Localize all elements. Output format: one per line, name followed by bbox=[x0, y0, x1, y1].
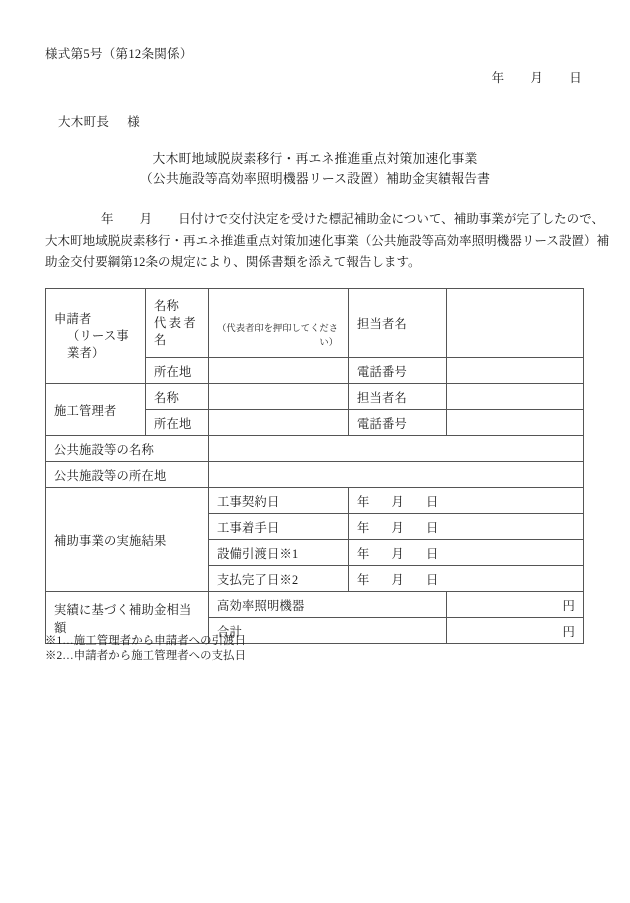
applicant-address-value-cell[interactable] bbox=[209, 358, 349, 384]
applicant-representative-label: 代表者名 bbox=[154, 315, 199, 347]
facility-address-label-cell: 公共施設等の所在地 bbox=[46, 462, 209, 488]
result-row-0-label: 工事契約日 bbox=[209, 488, 349, 514]
result-row-2-date-cell[interactable] bbox=[349, 540, 584, 566]
result-row-0-year: 年 bbox=[357, 494, 370, 509]
manager-contact-value-cell[interactable] bbox=[447, 384, 584, 410]
manager-label-cell: 施工管理者 bbox=[46, 384, 146, 436]
applicant-contact-label-cell: 担当者名 bbox=[349, 289, 447, 358]
applicant-address-label-cell: 所在地 bbox=[146, 358, 209, 384]
result-row-1-day: 日 bbox=[426, 520, 439, 535]
footnote-1: ※1…施工管理者から申請者への引渡日 bbox=[45, 635, 247, 647]
applicant-phone-value-cell[interactable] bbox=[447, 358, 584, 384]
table-row-facility-name bbox=[46, 436, 584, 462]
addressee-honorific: 様 bbox=[127, 115, 141, 129]
subsidy-row-1-unit: 円 bbox=[562, 624, 575, 639]
date-year-label: 年 bbox=[491, 71, 505, 85]
result-row-1-year: 年 bbox=[357, 520, 370, 535]
subsidy-row-0-amount-cell[interactable] bbox=[447, 592, 584, 618]
form-number: 様式第5号（第12条関係） bbox=[45, 47, 193, 61]
applicant-name-label: 名称 bbox=[154, 298, 179, 313]
result-row-1-month: 月 bbox=[391, 520, 404, 535]
result-row-3-month: 月 bbox=[391, 572, 404, 587]
manager-phone-value-cell[interactable] bbox=[447, 410, 584, 436]
manager-address-label-cell: 所在地 bbox=[146, 410, 209, 436]
subsidy-row-0-unit: 円 bbox=[562, 598, 575, 613]
subsidy-row-1-amount-cell[interactable] bbox=[447, 618, 584, 644]
body-line-1 bbox=[45, 209, 605, 231]
date-day-label: 日 bbox=[569, 71, 582, 85]
table-row-result-contract-date bbox=[46, 488, 584, 514]
table-row-applicant-name bbox=[46, 289, 584, 358]
table-row-subsidy-equipment bbox=[46, 592, 584, 618]
applicant-name-label-cell bbox=[146, 289, 209, 358]
document-title bbox=[0, 149, 630, 189]
document-date-line bbox=[492, 68, 582, 86]
result-row-2-month: 月 bbox=[391, 546, 404, 561]
document-body bbox=[45, 209, 610, 274]
result-row-2-year: 年 bbox=[357, 546, 370, 561]
result-row-0-date-cell[interactable] bbox=[349, 488, 584, 514]
facility-name-label-cell: 公共施設等の名称 bbox=[46, 436, 209, 462]
result-row-3-date-cell[interactable] bbox=[349, 566, 584, 592]
date-month-label: 月 bbox=[530, 71, 544, 85]
subsidy-row-1-label: 合計 bbox=[209, 618, 447, 644]
results-label-cell: 補助事業の実施結果 bbox=[46, 488, 209, 592]
addressee-name: 大木町長 bbox=[58, 115, 110, 129]
result-row-1-label: 工事着手日 bbox=[209, 514, 349, 540]
table-row-manager-name bbox=[46, 384, 584, 410]
body-line-3: 助金交付要綱第12条の規定により、関係書類を添えて報告します。 bbox=[45, 255, 421, 269]
title-line-1: 大木町地域脱炭素移行・再エネ推進重点対策加速化事業 bbox=[152, 152, 478, 166]
seal-instruction-note: （代表者印を押印してください） bbox=[217, 324, 338, 348]
result-row-3-day: 日 bbox=[426, 572, 439, 587]
result-row-0-month: 月 bbox=[391, 494, 404, 509]
footnote-2: ※2…申請者から施工管理者への支払日 bbox=[45, 649, 247, 662]
footnotes bbox=[45, 634, 246, 663]
applicant-name-value-cell[interactable] bbox=[209, 289, 349, 358]
facility-address-value-cell[interactable] bbox=[209, 462, 584, 488]
body-month-label: 月 bbox=[139, 212, 153, 226]
result-row-1-date-cell[interactable] bbox=[349, 514, 584, 540]
result-row-3-year: 年 bbox=[357, 572, 370, 587]
applicant-label-line-2: （リース事業者） bbox=[67, 328, 129, 360]
result-row-3-label: 支払完了日※2 bbox=[209, 566, 349, 592]
body-year-label: 年 bbox=[101, 212, 114, 226]
result-row-2-day: 日 bbox=[426, 546, 439, 561]
body-line-1-text: 日付けで交付決定を受けた標記補助金について、補助事業が完了したので、 bbox=[178, 212, 605, 226]
title-line-2: （公共施設等高効率照明機器リース設置）補助金実績報告書 bbox=[139, 172, 491, 186]
body-line-2: 大木町地域脱炭素移行・再エネ推進重点対策加速化事業（公共施設等高効率照明機器リース設置）補 bbox=[45, 233, 610, 248]
addressee bbox=[58, 112, 140, 130]
subsidy-label-cell: 実績に基づく補助金相当額 bbox=[46, 592, 209, 644]
manager-name-label-cell: 名称 bbox=[146, 384, 209, 410]
applicant-phone-label-cell: 電話番号 bbox=[349, 358, 447, 384]
applicant-contact-value-cell[interactable] bbox=[447, 289, 584, 358]
subsidy-row-0-label: 高効率照明機器 bbox=[209, 592, 447, 618]
facility-name-value-cell[interactable] bbox=[209, 436, 584, 462]
report-table bbox=[45, 288, 584, 644]
manager-contact-label-cell: 担当者名 bbox=[349, 384, 447, 410]
table-row-facility-address bbox=[46, 462, 584, 488]
manager-name-value-cell[interactable] bbox=[209, 384, 349, 410]
result-row-2-label: 設備引渡日※1 bbox=[209, 540, 349, 566]
applicant-label-line-1: 申請者 bbox=[54, 311, 92, 326]
manager-address-value-cell[interactable] bbox=[209, 410, 349, 436]
applicant-label-cell bbox=[46, 289, 146, 384]
manager-phone-label-cell: 電話番号 bbox=[349, 410, 447, 436]
result-row-0-day: 日 bbox=[426, 494, 439, 509]
